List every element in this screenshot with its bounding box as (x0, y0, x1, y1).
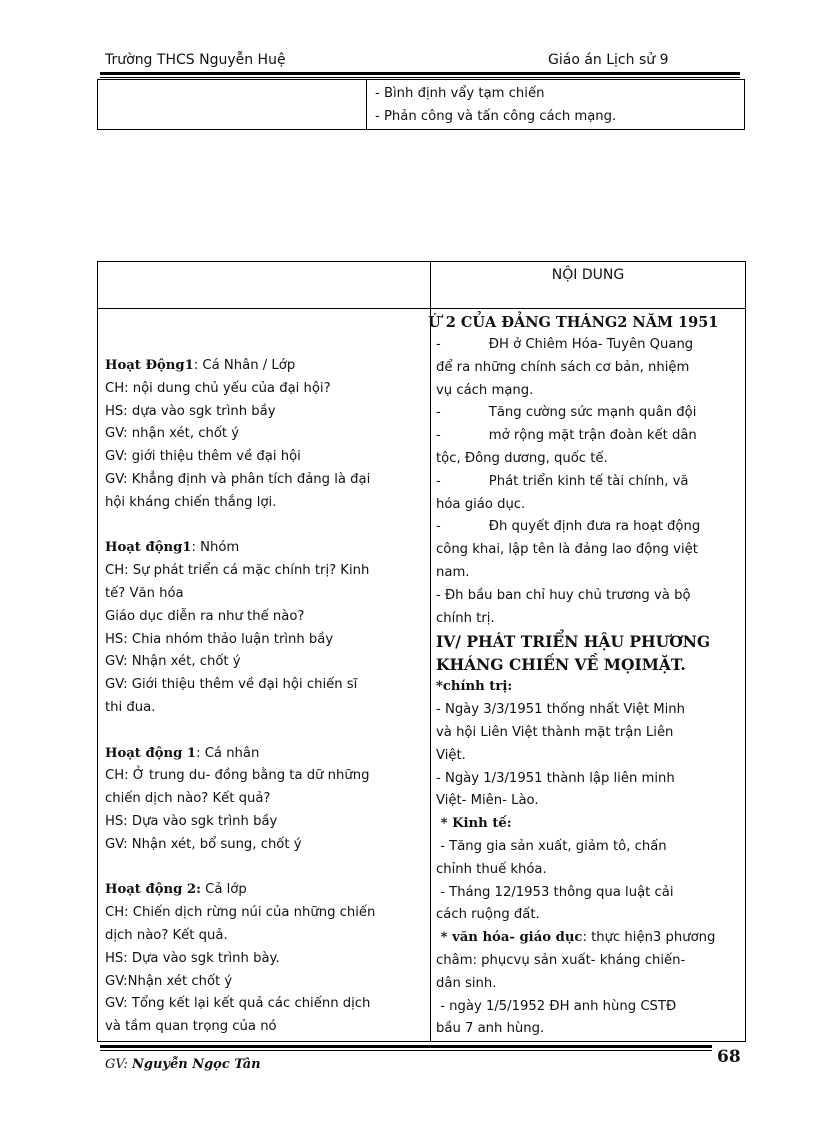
activity-1-line: GV: Khẳng định và phân tích đảng là đại (105, 471, 371, 487)
content-line: - Ngày 3/3/1951 thống nhất Việt Minh (436, 702, 685, 718)
top-table (97, 79, 745, 130)
top-table-right-cell (367, 80, 745, 130)
footer-rule-thick (100, 1045, 712, 1048)
activity-3-heading: Hoạt động 1: Cá nhân (105, 745, 260, 761)
content-line: vụ cách mạng. (436, 382, 534, 398)
activity-2-line: GV: Nhận xét, chốt ý (105, 654, 241, 670)
header-rule-thin (100, 77, 740, 78)
activity-3-line: HS: Dựa vào sgk trình bầy (105, 813, 278, 829)
content-point: - mở rộng mặt trận đoàn kết dân (436, 428, 697, 444)
content-line: Việt. (436, 747, 466, 763)
activity-2-line: thi đua. (105, 699, 156, 715)
page-number: 68 (717, 1047, 741, 1067)
congress-title: Ứ 2 CỦA ĐẢNG THÁNG2 NĂM 1951 (428, 314, 719, 331)
activity-3-line: chiến dịch nào? Kết quả? (105, 791, 271, 807)
activity-1-heading: Hoạt Động1: Cá Nhân / Lớp (105, 358, 296, 373)
activity-4-line: dịch nào? Kết quả. (105, 927, 228, 943)
activity-2-heading: Hoạt động1: Nhóm (105, 540, 240, 556)
activity-4-line: GV: Tổng kết lại kết quả các chiếnn dịch (105, 996, 371, 1012)
activities-cell (98, 309, 431, 1042)
header-subject: Giáo án Lịch sử 9 (548, 52, 669, 68)
content-point: - Đh quyết định đưa ra hoạt động (436, 519, 701, 535)
content-line: Việt- Miên- Lào. (436, 793, 539, 809)
activity-2-line: tế? Văn hóa (105, 585, 184, 601)
content-line: - Đh bầu ban chỉ huy chủ trương và bộ (436, 587, 691, 603)
activity-4-line: GV:Nhận xét chốt ý (105, 973, 233, 989)
economy-heading: * Kinh tế: (436, 816, 512, 832)
content-line: chính trị. (436, 610, 495, 626)
content-line: tộc, Đông dương, quốc tế. (436, 450, 608, 466)
content-line: hóa giáo dục. (436, 496, 526, 512)
top-line-1: - Bình định vẩy tạm chiến (375, 86, 545, 101)
footer-teacher: GV: Nguyễn Ngọc Tân (105, 1057, 261, 1072)
activity-4-line: CH: Chiến dịch rừng núi của những chiến (105, 905, 376, 921)
activity-1-line: GV: giới thiệu thêm về đại hội (105, 449, 301, 465)
top-table-left-cell (98, 80, 367, 130)
activity-2-line: HS: Chia nhóm thảo luận trình bầy (105, 631, 334, 647)
header-right-cell (431, 262, 746, 309)
header-rule-thick (100, 72, 740, 75)
top-line-2: - Phản công và tấn công cách mạng. (375, 108, 617, 124)
main-table (97, 261, 746, 1042)
content-line: để ra những chính sách cơ bản, nhiệm (436, 359, 690, 375)
content-cell (428, 309, 746, 1042)
content-line: - Ngày 1/3/1951 thành lập liên minh (436, 770, 675, 786)
content-line: và hội Liên Việt thành mặt trận Liên (436, 724, 674, 740)
activity-1-line: GV: nhận xét, chốt ý (105, 426, 240, 442)
activity-4-line: và tầm quan trọng của nó (105, 1019, 277, 1035)
content-point: - Tăng cường sức mạnh quân đội (436, 405, 697, 421)
activity-3-line: GV: Nhận xét, bổ sung, chốt ý (105, 836, 302, 852)
content-point: - Phát triển kinh tế tài chính, vă (436, 473, 689, 489)
culture-heading: * văn hóa- giáo dục: thực hiện3 phương (436, 930, 716, 946)
activity-1-line: hội kháng chiến thắng lợi. (105, 494, 277, 510)
content-heading: NỘI DUNG (551, 267, 625, 283)
activity-1-line: CH: nội dung chủ yếu của đại hội? (105, 380, 331, 396)
footer-rule-thin (100, 1050, 712, 1051)
politics-heading: *chính trị: (436, 679, 513, 695)
activity-3-line: CH: Ở trung du- đồng bằng ta dữ những (105, 768, 370, 784)
content-line: nam. (436, 564, 470, 580)
content-line: châm: phụcvụ sản xuất- kháng chiến- (436, 952, 686, 968)
header-left-cell (98, 262, 431, 309)
content-line: công khai, lập tên là đảng lao động việt (436, 542, 698, 558)
content-line: cách ruộng đất. (436, 907, 540, 923)
section-heading: IV/ PHÁT TRIỂN HẬU PHƯƠNG (436, 632, 711, 652)
content-line: - ngày 1/5/1952 ĐH anh hùng CSTĐ (436, 998, 677, 1014)
content-line: - Tăng gia sản xuất, giảm tô, chấn (436, 838, 667, 854)
content-point: - ĐH ở Chiêm Hóa- Tuyên Quang (436, 337, 694, 352)
activity-2-line: CH: Sự phát triển cá mặc chính trị? Kinh (105, 563, 370, 579)
activity-4-line: HS: Dựa vào sgk trình bày. (105, 950, 280, 966)
header-school: Trường THCS Nguyễn Huệ (105, 52, 286, 68)
activity-4-heading: Hoạt động 2: Cả lớp (105, 882, 247, 898)
content-line: bầu 7 anh hùng. (436, 1021, 545, 1037)
content-line: - Tháng 12/1953 thông qua luật cải (436, 884, 674, 900)
section-heading: KHÁNG CHIẾN VỀ MỌIMẶT. (436, 655, 686, 675)
content-line: dân sinh. (436, 975, 497, 991)
content-line: chỉnh thuế khóa. (436, 861, 547, 877)
activity-2-line: GV: Giới thiệu thêm về đại hội chiến sĩ (105, 677, 358, 693)
activity-2-line: Giáo dục diễn ra như thế nào? (105, 608, 305, 624)
activity-1-line: HS: dựa vào sgk trình bầy (105, 403, 276, 419)
